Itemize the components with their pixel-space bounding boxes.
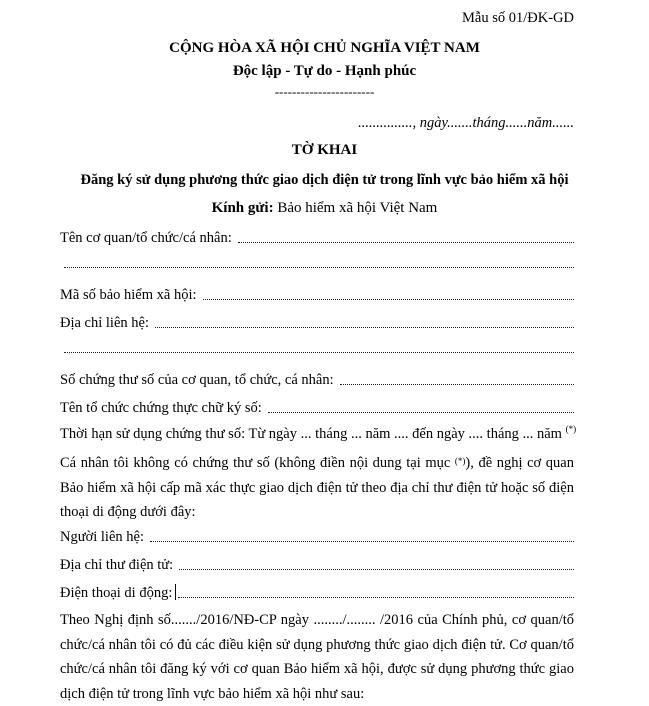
address-field[interactable] (60, 312, 574, 332)
contact-person-input-line[interactable] (150, 541, 574, 542)
no-cert-paragraph (60, 451, 574, 525)
org-name-continuation-line[interactable] (64, 267, 574, 268)
form-title: TỜ KHAI (0, 142, 649, 159)
cert-number-field[interactable] (60, 369, 574, 389)
recipient-line (0, 200, 649, 217)
asterisk-note: (*) (566, 424, 577, 434)
decree-line-1: Theo Nghị định số......./2016/NĐ-CP ngày ......../........ /2016 của Chính phủ, cơ quan/tổ (60, 608, 574, 633)
address-continuation-line[interactable] (64, 352, 574, 353)
contact-person-field[interactable] (60, 526, 574, 546)
cert-org-field[interactable] (60, 397, 574, 417)
no-cert-line-1 (60, 451, 574, 476)
address-input-line[interactable] (155, 327, 574, 328)
phone-field[interactable] (60, 582, 574, 602)
cert-validity-text: Thời hạn sử dụng chứng thư số: Từ ngày ... tháng ... năm .... đến ngày .... tháng ... năm (60, 426, 562, 442)
no-cert-line-2: Bảo hiểm xã hội cấp mã xác thực giao dịch điện tử theo địa chỉ thư điện tử hoặc số điện (60, 476, 574, 501)
decree-line-3: chức/cá nhân tôi đăng ký với cơ quan Bảo hiểm xã hội, được sử dụng phương thức giao (60, 657, 574, 682)
cert-number-label: Số chứng thư số của cơ quan, tổ chức, cá nhân: (60, 372, 340, 389)
form-subtitle: Đăng ký sử dụng phương thức giao dịch điện tử trong lĩnh vực bảo hiểm xã hội (0, 172, 649, 189)
cert-number-input-line[interactable] (340, 384, 574, 385)
address-label: Địa chỉ liên hệ: (60, 315, 155, 332)
decree-paragraph (60, 608, 574, 706)
org-name-input-line[interactable] (238, 242, 574, 243)
national-motto: Độc lập - Tự do - Hạnh phúc (0, 63, 649, 80)
decree-line-2: chức/cá nhân tôi có đủ các điều kiện sử dụng phương thức giao dịch điện tử. Cơ quan/tổ (60, 633, 574, 658)
email-label: Địa chỉ thư điện tử: (60, 557, 179, 574)
no-cert-line-1-end: ), đề nghị cơ quan (465, 455, 574, 471)
cert-org-input-line[interactable] (268, 412, 574, 413)
email-field[interactable] (60, 554, 574, 574)
org-name-label: Tên cơ quan/tổ chức/cá nhân: (60, 230, 238, 247)
phone-label: Điện thoại di động: (60, 585, 174, 602)
decree-line-4: dịch điện tử trong lĩnh vực bảo hiểm xã hội như sau: (60, 682, 574, 706)
text-cursor (175, 584, 176, 600)
org-name-field[interactable] (60, 227, 574, 247)
phone-input-line[interactable] (178, 597, 574, 598)
insurance-code-field[interactable] (60, 284, 574, 304)
no-cert-line-3: thoại di động dưới đây: (60, 500, 574, 525)
insurance-code-label: Mã số bảo hiểm xã hội: (60, 287, 203, 304)
cert-validity-line[interactable] (60, 426, 576, 443)
form-code: Mẫu số 01/ĐK-GD (462, 10, 574, 27)
cert-org-label: Tên tổ chức chứng thực chữ ký số: (60, 400, 268, 417)
recipient-label: Kính gửi: (212, 200, 274, 216)
motto-separator: ----------------------- (0, 84, 649, 100)
email-input-line[interactable] (179, 569, 574, 570)
asterisk-ref: (*) (455, 456, 466, 466)
recipient-value: Bảo hiểm xã hội Việt Nam (274, 200, 438, 216)
contact-person-label: Người liên hệ: (60, 529, 150, 546)
no-cert-line-1-start: Cá nhân tôi không có chứng thư số (không điền nội dung tại mục (60, 455, 455, 471)
insurance-code-input-line[interactable] (203, 299, 574, 300)
nation-title: CỘNG HÒA XÃ HỘI CHỦ NGHĨA VIỆT NAM (0, 40, 649, 57)
place-date-line: ..............., ngày.......tháng......năm...... (358, 115, 574, 132)
